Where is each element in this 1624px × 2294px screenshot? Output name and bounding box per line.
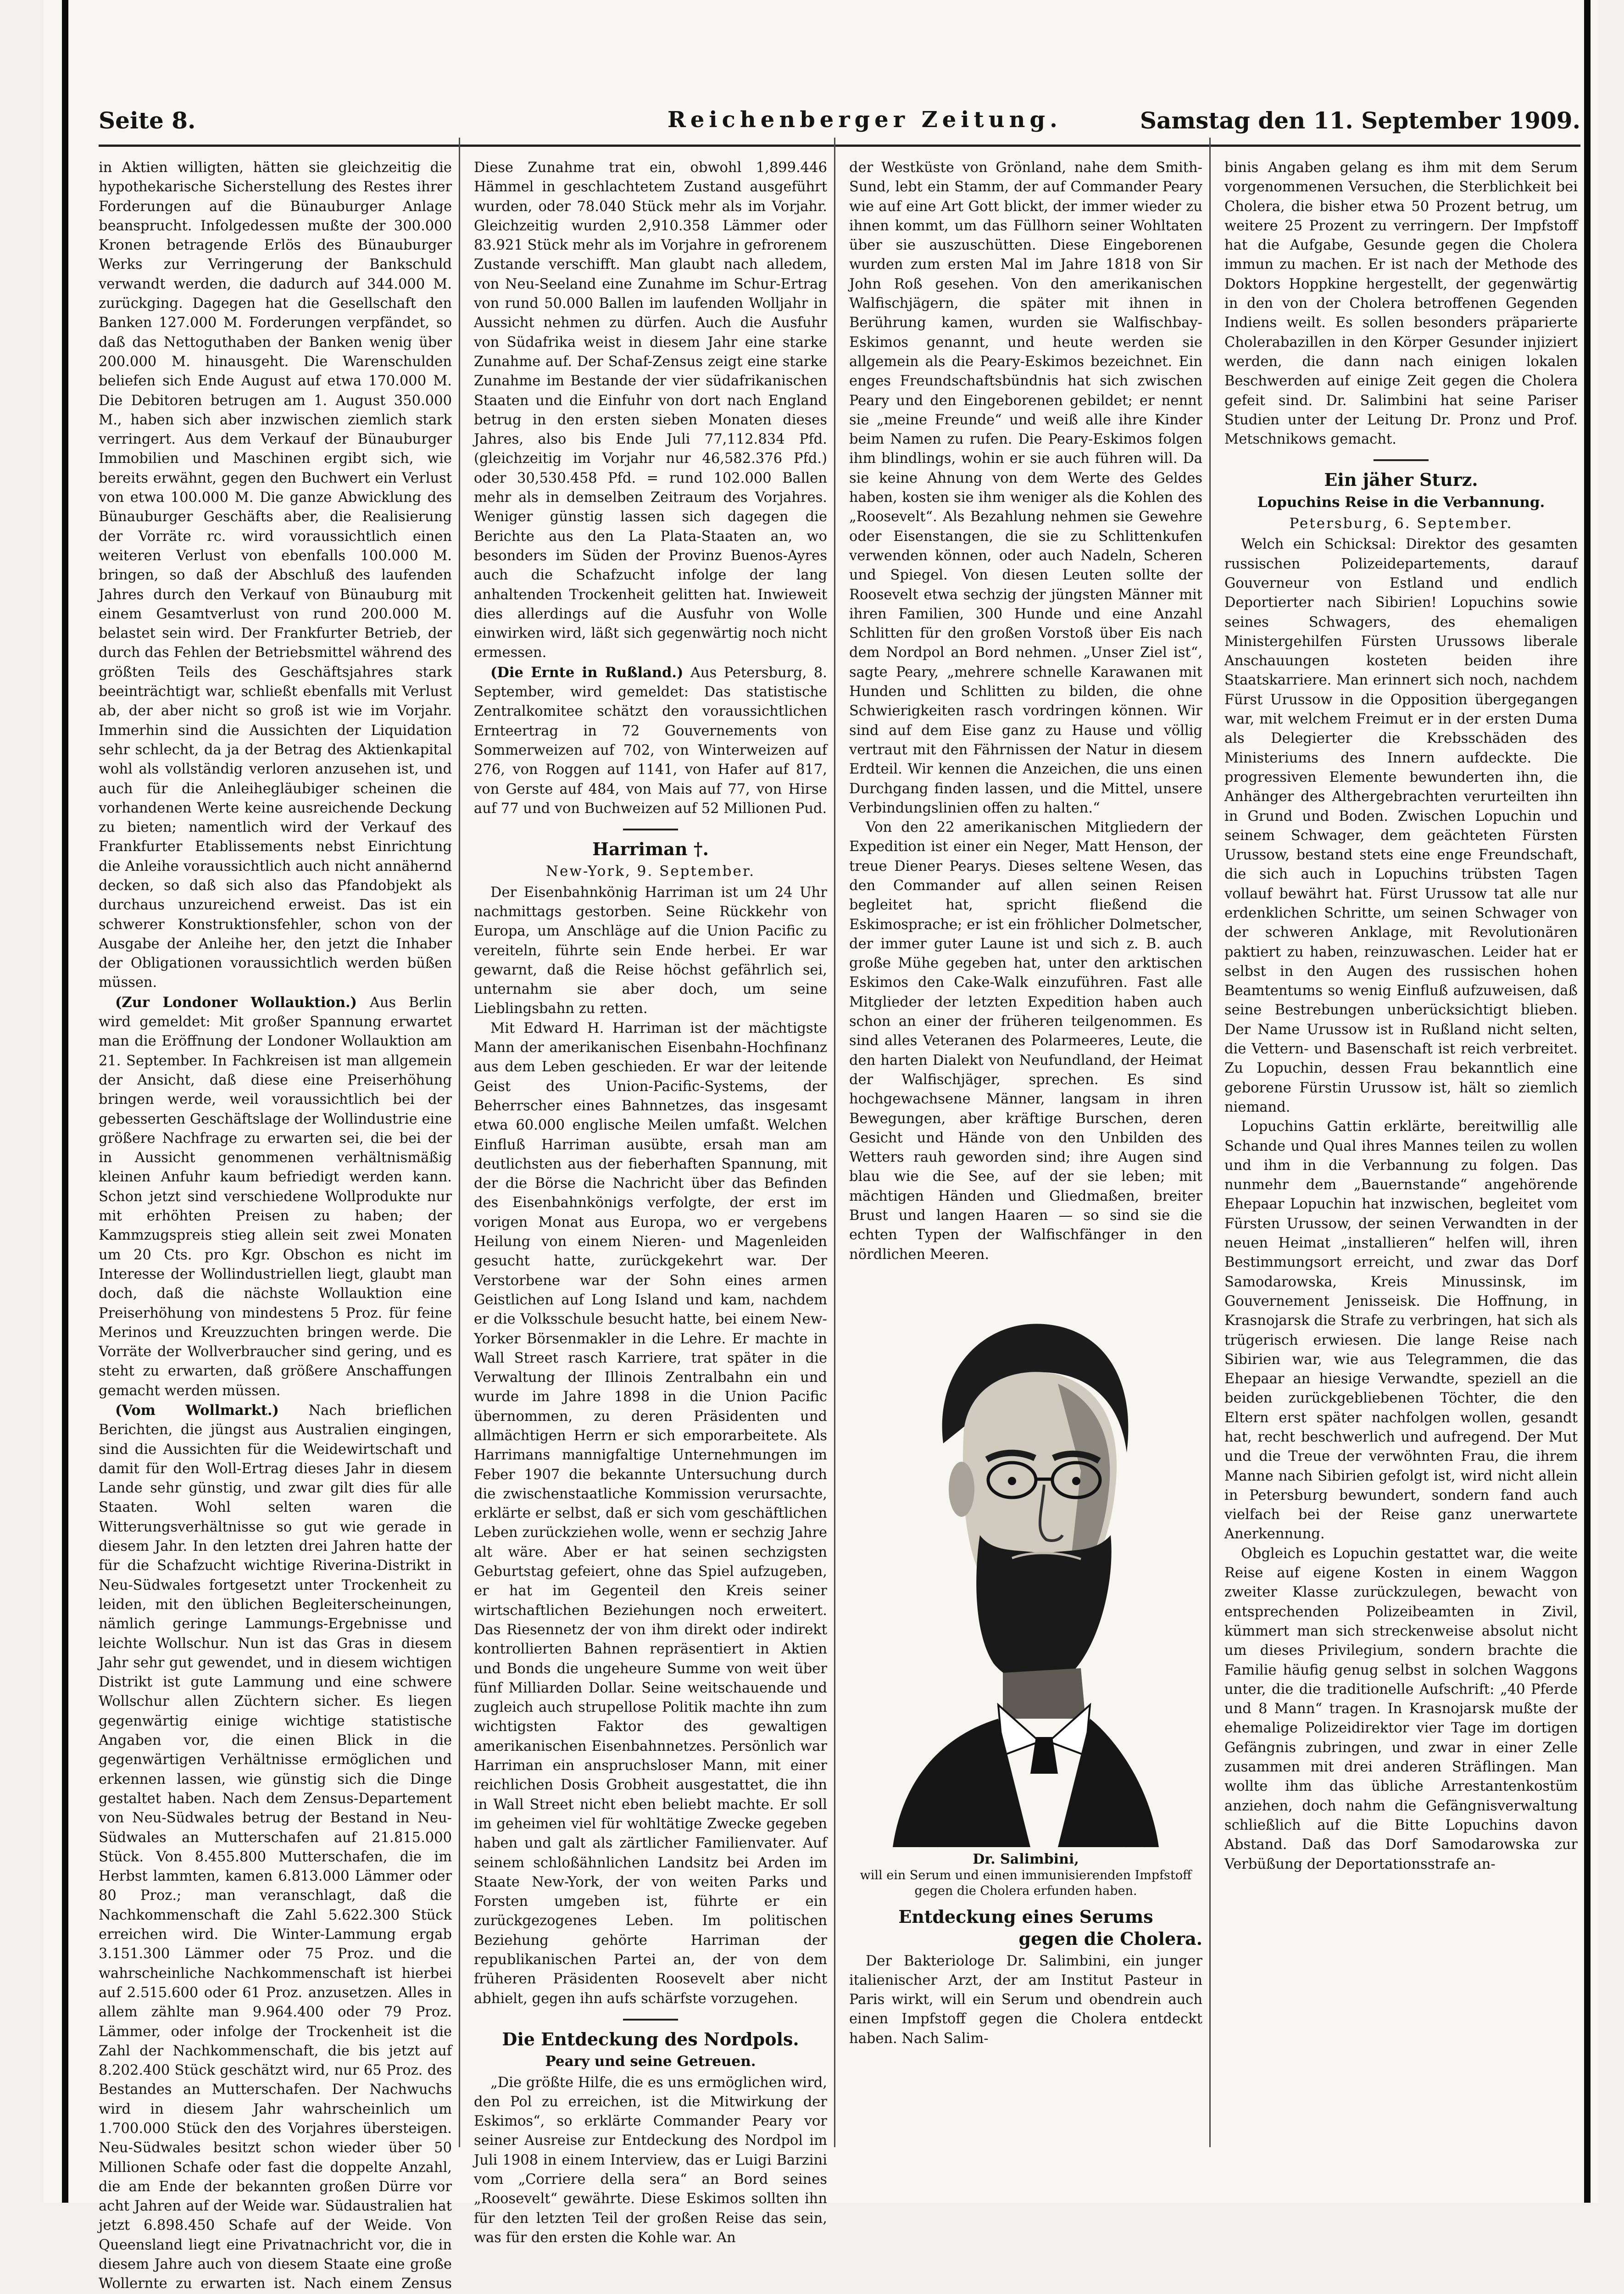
paragraph [474,663,827,818]
item-title: (Die Ernte in Rußland.) [490,664,684,681]
paragraph: Lopuchins Gattin erklärte, bereitwillig alle Schande und Qual ihres Mannes teilen zu wollen und ihm in die Verbannung zu folgen. Das nunmehr dem „Bauernstande“ angehörende Ehepaar Lopuchin hat inzwischen, begleitet vom Fürsten Urussow, der seinen Verwandten in der neuen Heimat „installieren“ helfen will, ihren Bestimmungsort erreicht, und zwar das Dorf Samodarowska, Kreis Minussinsk, im Gouvernement Jenisseisk. Die Hoffnung, in Krasnojarsk die Strafe zu verbringen, hat sich als trügerisch erwiesen. Die lange Reise nach Sibirien war, wie aus Telegrammen, die das Ehepaar an hiesige Verwandte, speziell an die beiden zurückgebliebenen Töchter, die den Eltern erst später nachfolgen wollen, gesandt hat, recht beschwerlich und aufregend. Der Mut und die Treue der verwöhnten Frau, die ihrem Manne nach Sibirien gefolgt ist, wird nicht allein in Petersburg bewundert, sondern fand auch vielfach bei der Reise ganz unerwartete Anerkennung. [1224,1119,1578,1542]
article-heading: Entdeckung eines Serums [898,1906,1153,1927]
page-header [99,103,1580,147]
item-text: Aus Berlin wird gemeldet: Mit großer Spannung erwartet man die Eröffnung der Londoner Wollauktion am 21. September. In Fachkreisen ist man allgemein der Ansicht, daß diese eine Preiserhöhung bringen werde, weil voraussichtlich bei der gebesserten Geschäftslage der Wollindustrie eine größere Nachfrage zu erwarten sei, die bei der in Aussicht genommenen verhältnismäßig kleinen Anfuhr kaum befriedigt werden kann. Schon jetzt sind verschiedene Wollprodukte nur mit erhöhten Preisen zu haben; der Kammzugspreis stieg allein seit zwei Monaten um 20 Cts. pro Kgr. Obschon es nicht im Interesse der Wollindustriellen liegt, glaubt man doch, daß die nächste Wollauktion eine Preiserhöhung von mindestens 5 Proz. für feine Merinos und Kreuzzuchten bringen werde. Die Vorräte der Wollverbraucher sind gering, und es steht zu erwarten, daß größere Anschaffungen gemacht werden müssen. [99,994,452,1399]
newspaper-page [44,0,1599,2292]
dateline: New-York, 9. September. [545,863,756,880]
paragraph: Welch ein Schicksal: Direktor des gesamten russischen Polizeidepartements, darauf Gouverneur von Estland und endlich Deportierter nach Sibirien! Lopuchins sowie seines Schwagers, des ehemaligen Ministergehilfen Fürsten Urussows liberale Anschauungen kosteten beiden ihre Staatskarriere. Man erinnert sich noch, nachdem Fürst Urussow in die Opposition übergegangen war, mit welchem Freimut er in der ersten Duma als Delegierter die Krebsschäden des Ministeriums des Innern aufdeckte. Die progressiven Elemente bewunderten ihn, die Anhänger des Althergebrachten verurteilten ihn in Grund und Boden. Zwischen Lopuchin und seinem Schwager, dem geächteten Fürsten Urussow, bestand stets eine enge Freundschaft, die sich auch in Lopuchins trübsten Tagen vollauf bewährt hat. Fürst Urussow tat alle nur erdenklichen Schritte, um seinen Schwager von der schweren Anklage, mit Revolutionären paktiert zu haben, reinzuwaschen. Leider hat er selbst in den Augen des russischen hohen Beamtentums so wenig Einfluß aufzuweisen, daß seine Bestrebungen unberücksichtigt blieben. Der Name Urussow ist in Rußland nicht selten, die Vettern- und Basenschaft ist reich verbreitet. Zu Lopuchin, dessen Frau bekanntlich eine geborene Fürstin Urussow ist, hält so ziemlich niemand. [1224,536,1578,1115]
caption-text: will ein Serum und einen immunisierenden Impfstoff gegen die Cholera erfunden haben. [860,1868,1192,1898]
section-separator [623,829,678,830]
item-text: Aus Petersburg, 8. September, wird gemeldet: Das statistische Zentralkomitee schätzt den voraussichtlichen Ernteertrag in 72 Gouvernements von Sommerweizen auf 702, von Winterweizen auf 276, von Roggen auf 1141, von Hafer auf 817, von Gerste auf 484, von Mais auf 77, von Hirse auf 77 und von Buchweizen auf 52 Millionen Pud. [474,664,827,817]
column-1 [99,158,452,2292]
paragraph: der Westküste von Grönland, nahe dem Smith-Sund, lebt ein Stamm, der auf Commander Peary wie auf eine Art Gott blickt, der immer wieder zu ihnen kommt, um das Füllhorn seiner Wohltaten über sie auszuschütten. Diese Eingeborenen wurden zum ersten Mal im Jahre 1818 von Sir John Roß gesehen. Von den amerikanischen Walfischjägern, die später mit ihnen in Berührung kamen, wurden sie Walfischbay-Eskimos genannt, und heute werden sie allgemein als die Peary-Eskimos bezeichnet. Ein enges Freundschaftsbündnis hat sich zwischen Peary und den Eingeborenen gebildet; er nennt sie „meine Freunde“ und weiß alle ihre Kinder beim Namen zu rufen. Die Peary-Eskimos folgen ihm blindlings, wohin er sie auch führen will. Da sie keine Ahnung von dem Werte des Geldes haben, kosten sie ihm weniger als die Kohlen des „Roosevelt“. Als Bezahlung nehmen sie Gewehre oder Eisenstangen, die sie zu Schlittenkufen verwenden können, oder auch Nadeln, Scheren und Spiegel. Von diesen Leuten sollte der Roosevelt etwa sechzig der jüngsten Männer mit ihren Familien, 300 Hunde und eine Anzahl Schlitten für den großen Vorstoß über Eis nach dem Nordpol an Bord nehmen. „Unser Ziel ist“, sagte Peary, „mehrere schnelle Karawanen mit Hunden und Schlitten zu bilden, die ohne Schwierigkeiten rasch vordringen können. Wir sind auf dem Eise ganz zu Hause und völlig vertraut mit den Fährnissen der Natur in diesem Erdteil. Wir kennen die Anzeichen, die uns einen Durchgang finden lassen, und die Mittel, unsere Verbindungslinien offen zu halten.“ [849,160,1202,816]
item-title: (Zur Londoner Wollauktion.) [115,994,357,1011]
paragraph [99,993,452,1401]
dateline: Petersburg, 6. September. [1289,515,1513,532]
paragraph [99,1401,452,2294]
paragraph: binis Angaben gelang es ihm mit dem Serum vorgenommenen Versuchen, die Sterblichkeit bei Cholera, die bisher etwa 50 Prozent betrug, um weitere 25 Prozent zu verringern. Der Impfstoff hat die Aufgabe, Gesunde gegen die Cholera immun zu machen. Er ist nach der Methode des Doktors Hoppkine hergestellt, der gegenwärtig in den von der Cholera betroffenen Gegenden Indiens weilt. Es sollen besonders präparierte Cholerabazillen in den Körper Gesunder injiziert werden, die dann nach einigen lokalen Beschwerden auf einige Zeit gegen die Cholera gefeit sind. Dr. Salimbini hat seine Pariser Studien unter der Leitung Dr. Pronz und Prof. Metschnikows gemacht. [1224,160,1578,448]
paragraph: Mit Edward H. Harriman ist der mächtigste Mann der amerikanischen Eisenbahn-Hochfinanz aus dem Leben geschieden. Er war der leitende Geist des Union-Pacific-Systems, der Beherrscher eines Bahnnetzes, das insgesamt etwa 60.000 englische Meilen umfaßt. Welchen Einfluß Harriman ausübte, ersah man am deutlichsten aus der fieberhaften Spannung, mit der die Börse die Nachricht über das Befinden des Eisenbahnkönigs verfolgte, der erst im vorigen Monat aus Europa, wo er vergebens Heilung von einem Nieren- und Magenleiden gesucht hatte, zurückgekehrt war. Der Verstorbene war der Sohn eines armen Geistlichen auf Long Island und kam, nachdem er die Volksschule besucht hatte, bei einem New-Yorker Börsenmakler in die Lehre. Er machte in Wall Street rasch Karriere, trat später in die Verwaltung der Illinois Zentralbahn ein und wurde im Jahre 1898 in die Union Pacific übernommen, zu deren Präsidenten und allmächtigen Herrn er sich emporarbeitete. Als Harrimans mannigfaltige Unternehmungen im Feber 1907 die bekannte Untersuchung durch die zwischenstaatliche Kommission verursachte, erklärte er selbst, daß er sich vom geschäftlichen Leben zurückziehen wolle, wenn er sechzig Jahre alt wäre. Aber er hat seinen sechzigsten Geburtstag gefeiert, ohne das Spiel aufzugeben, er hat im Gegenteil den Kreis seiner wirtschaftlichen Beziehungen noch erweitert. Das Riesennetz der von ihm direkt oder indirekt kontrollierten Bahnen repräsentiert in Aktien und Bonds die ungeheure Summe von weit über fünf Milliarden Dollar. Seine weitschauende und zugleich auch strupellose Politik machte ihn zum wichtigsten Faktor des gewaltigen amerikanischen Eisenbahnnetzes. Persönlich war Harriman ein anspruchsloser Mann, mit einer reichlichen Dosis Grobheit ausgestattet, die ihn in Wall Street nicht eben beliebt machte. Er soll im geheimen viel für wohltätige Zwecke gegeben haben und galt als zärtlicher Familienvater. Auf seinem schloßähnlichen Landsitz bei Arden im Staate New-York, der von weiten Parks und Forsten umgeben ist, führte er ein zurückgezogenes Leben. Im politischen Beziehung gehörte Harriman der republikanischen Partei an, der von dem früheren Präsidenten Roosevelt aber nicht abhielt, gegen ihn aufs schärfste vorzugehen. [474,1020,827,2007]
item-text: Nach brieflichen Berichten, die jüngst aus Australien eingingen, sind die Aussichten für die Weidewirtschaft und damit für den Woll-Ertrag dieses Jahr in diesem Lande sehr günstig, und zwar gilt dies für alle Staaten. Wohl selten waren die Witterungsverhältnisse so gut wie gerade in diesem Jahr. In den letzten drei Jahren hatte der für die Schafzucht wichtige Riverina-Distrikt in Neu-Südwales fortgesetzt unter Trockenheit zu leiden, mit den üblichen Begleiterscheinungen, nämlich geringe Lammungs-Ergebnisse und leichte Wollschur. Nun ist das Gras in diesem Jahr sehr gut gewendet, und in diesem wichtigen Distrikt ist gute Lammung und eine schwere Wollschur allen Züchtern sicher. Es liegen gegenwärtig einige wichtige statistische Angaben vor, die einen Blick in die gegenwärtigen Verhältnisse ermöglichen und erkennen lassen, wie günstig sich die Dinge gestaltet haben. Nach dem Zensus-Departement von Neu-Südwales betrug der Bestand in Neu-Südwales an Mutterschafen auf 21.815.000 Stück. Von 8.455.800 Mutterschafen, die im Herbst lammten, kamen 6.813.000 Lämmer oder 80 Proz.; man veranschlagt, daß die Nachkommenschaft die Zahl 5.622.300 Stück erreichen wird. Die Winter-Lammung ergab 3.151.300 Lämmer oder 75 Proz. und die wahrscheinliche Nachkommenschaft ist hierbei auf 2.515.600 oder 61 Proz. anzusetzen. Alles in allem zählte man 9.964.400 oder 79 Proz. Lämmer, oder infolge der Trockenheit ist die Zahl der Nachkommenschaft, die bis jetzt auf 8.202.400 Stück geschätzt wird, nur 65 Proz. des Bestandes an Mutterschafen. Der Nachwuchs wird in diesem Jahr wahrscheinlich um 1.700.000 Stück den des Vorjahres übersteigen. Neu-Südwales besitzt schon wieder über 50 Millionen Schafe oder fast die doppelte Anzahl, die am Ende der bekannten großen Dürre vor acht Jahren auf der Weide war. Südaustralien hat jetzt 6.898.450 Schafe auf der Weide. Von Queensland liegt eine Privatnachricht vor, die in diesem Jahre auch von diesem Staate eine große Wollernte zu erwarten ist. Nach einem Zensus [99,1403,452,2292]
column-rule [834,138,835,2147]
article-heading: Harriman †. [592,839,709,860]
newspaper-title: Reichenberger Zeitung. [667,107,1062,133]
caption-name: Dr. Salimbini, [973,1851,1079,1867]
paragraph: Diese Zunahme trat ein, obwohl 1,899.446 Hämmel in geschlachtetem Zustand ausgeführt wurden, oder 78.040 Stück mehr als im Vorjahr. Gleichzeitig wurden 2,910.358 Lämmer oder 83.921 Stück mehr als im Vorjahre in gefrorenem Zustande verschifft. Man glaubt nach alledem, von Neu-Seeland eine Zunahme im Schur-Ertrag von rund 50.000 Ballen im laufenden Wolljahr in Aussicht nehmen zu dürfen. Auch die Ausfuhr von Südafrika weist in diesem Jahr eine starke Zunahme auf. Der Schaf-Zensus zeigt eine starke Zunahme im Bestande der vier südafrikanischen Staaten und die Einfuhr von dort nach England betrug in den ersten sieben Monaten dieses Jahres, also bis Ende Juli 77,112.834 Pfd. (gleichzeitig im Vorjahr nur 46,582.376 Pfd.) oder 30,530.458 Pfd. = rund 102.000 Ballen mehr als in demselben Zeitraum des Vorjahres. Weniger günstig lassen sich dagegen die Berichte aus den La Plata-Staaten an, wo besonders im Süden der Provinz Buenos-Ayres auch die Schafzucht infolge der lang anhaltenden Trockenheit gelitten hat. Inwieweit dies allerdings auf die Ausfuhr von Wolle einwirken wird, läßt sich gegenwärtig noch nicht ermessen. [474,160,827,661]
column-rule [459,138,460,2147]
column-4 [1224,158,1578,2145]
article-heading-line2: gegen die Cholera. [1018,1928,1202,1949]
portrait-drawing [865,1278,1186,1847]
article-heading: Ein jäher Sturz. [1324,469,1478,490]
scan-edge-left [62,0,68,2203]
item-title: (Vom Wollmarkt.) [115,1402,279,1419]
column-rule [1209,138,1211,2147]
article-subheading: Lopuchins Reise in die Verbannung. [1257,494,1545,511]
paragraph: „Die größte Hilfe, die es uns ermöglichen wird, den Pol zu erreichen, ist die Mitwirkung der Eskimos“, so erklärte Commander Peary vor seiner Ausreise zur Entdeckung des Nordpol im Juli 1908 in einem Interview, das er Luigi Barzini vom „Corriere della sera“ an Bord seines „Roosevelt“ gewährte. Diese Eskimos sollten ihn für den letzten Teil der großen Reise das sein, was für den ersten die Kohle war. An [474,2074,827,2246]
paragraph: Der Bakteriologe Dr. Salimbini, ein junger italienischer Arzt, der am Institut Pasteur in Paris wirkt, will ein Serum und obendrein auch einen Impfstoff gegen die Cholera entdeckt haben. Nach Salim- [849,1953,1202,2047]
article-subheading: Peary und seine Getreuen. [545,2053,756,2070]
paragraph: in Aktien willigten, hätten sie gleichzeitig die hypothekarische Sicherstellung des Restes ihrer Forderungen auf die Bünauburger Anlage beansprucht. Infolgedessen mußte der 300.000 Kronen betragende Erlös des Bünauburger Werks zur Verringerung der Bankschuld verwandt werden, die dadurch auf 344.000 M. zurückging. Dagegen hat die Gesellschaft den Banken 127.000 M. Forderungen verpfändet, so daß das Nettoguthaben der Banken wenig über 200.000 M. hinausgeht. Die Warenschulden beliefen sich Ende August auf etwa 170.000 M. Die Debitoren betrugen am 1. August 350.000 M., haben sich aber inzwischen ziemlich stark verringert. Aus dem Verkauf der Bünauburger Immobilien und Maschinen ergibt sich, wie bereits erwähnt, gegen den Buchwert ein Verlust von etwa 100.000 M. Die ganze Abwicklung des Bünauburger Geschäfts aber, die Realisierung der Vorräte rc. wird voraussichtlich einen weiteren Verlust von ebenfalls 100.000 M. bringen, so daß der Abschluß des laufenden Jahres durch den Verkauf von Bünauburg mit einem Gesamtverlust von rund 200.000 M. belastet sein wird. Der Frankfurter Betrieb, der durch das Fehlen der Betriebsmittel während des größten Teils des Geschäftsjahres stark beeinträchtigt war, schließt ebenfalls mit Verlust ab, der aber nicht so groß ist wie im Vorjahr. Immerhin sind die Aussichten der Liquidation sehr schlecht, da ja der Betrag des Aktienkapital wohl als vollständig verloren anzusehen ist, und auch für die Anleihegläubiger scheinen die vorhandenen Werte keine ausreichende Deckung zu bieten; namentlich wird der Verkauf des Frankfurter Etablissements nebst Einrichtung die Anleihe voraussichtlich auch nicht annähernd decken, so daß sich also das Pfandobjekt als durchaus unzureichend erweist. Das ist ein schwerer Konstruktionsfehler, schon von der Ausgabe der Anleihe her, den jetzt die Inhaber der Obligationen voraussichtlich werden büßen müssen. [99,160,452,991]
article-heading: Die Entdeckung des Nordpols. [502,2028,799,2049]
paragraph: Von den 22 amerikanischen Mitgliedern der Expedition ist einer ein Neger, Matt Henson, der treue Diener Pearys. Dieses seltene Wesen, das den Commander auf allen seinen Reisen begleitet hat, spricht fließend die Eskimosprache; er ist ein fröhlicher Dolmetscher, der immer guter Laune ist und sich z. B. auch große Mühe gegeben hat, unter den arktischen Eskimos den Cake-Walk einzuführen. Fast alle Mitglieder der letzten Expedition haben auch schon an einer der früheren teilgenommen. Es sind alles Veteranen des Polarmeeres, Leute, die den harten Dialekt von Neufundland, der Heimat der Walfischjäger, sprechen. Es sind hochgewachsene Männer, langsam in ihren Bewegungen, aber kräftige Burschen, deren Gesicht und Hände von den Unbilden des Wetters rauh geworden sind; ihre Augen sind blau wie die See, auf der sie leben; mit mächtigen Händen und Gliedmaßen, breiter Brust und langen Haaren — so sind sie die echten Typen der Walfischfänger in den nördlichen Meeren. [849,819,1202,1263]
paragraph: Der Eisenbahnkönig Harriman ist um 24 Uhr nachmittags gestorben. Seine Rückkehr von Europa, um Anschläge auf die Union Pacific zu vereiteln, führte sein Ende herbei. Er war gewarnt, daß die Reise höchst gefährlich sei, unternahm sie aber doch, um seine Lieblingsbahn zu retten. [474,884,827,1017]
page-number: Seite 8. [99,107,196,134]
scan-edge-right [1584,0,1591,2203]
section-separator [1374,459,1429,461]
column-3 [849,158,1202,2145]
portrait-illustration [865,1278,1186,1847]
paragraph: Obgleich es Lopuchin gestattet war, die weite Reise auf eigene Kosten in einem Waggon zweiter Klasse zurückzulegen, bewacht von entsprechenden Polizeibeamten in Zivil, kümmert man sich streckenweise absolut nicht um dieses Privilegium, sondern brachte die Familie häufig genug selbst in solchen Waggons unter, die die traditionelle Aufschrift: „40 Pferde und 8 Mann“ tragen. In Krasnojarsk mußte der ehemalige Polizeidirektor vier Tage im dortigen Gefängnis zubringen, und zwar in einer Zelle zusammen mit drei anderen Sträflingen. Man wollte ihm das übliche Arrestantenkostüm anziehen, doch nahm die Gefängnisverwaltung schließlich auf die Bitte Lopuchins davon Abstand. Daß das Dorf Samodarowska zur Verbüßung der Deportationsstrafe an- [1224,1545,1578,1872]
column-2 [474,158,827,2246]
portrait-caption [849,1852,1202,1899]
section-separator [623,2019,678,2021]
issue-date: Samstag den 11. September 1909. [1140,107,1580,134]
